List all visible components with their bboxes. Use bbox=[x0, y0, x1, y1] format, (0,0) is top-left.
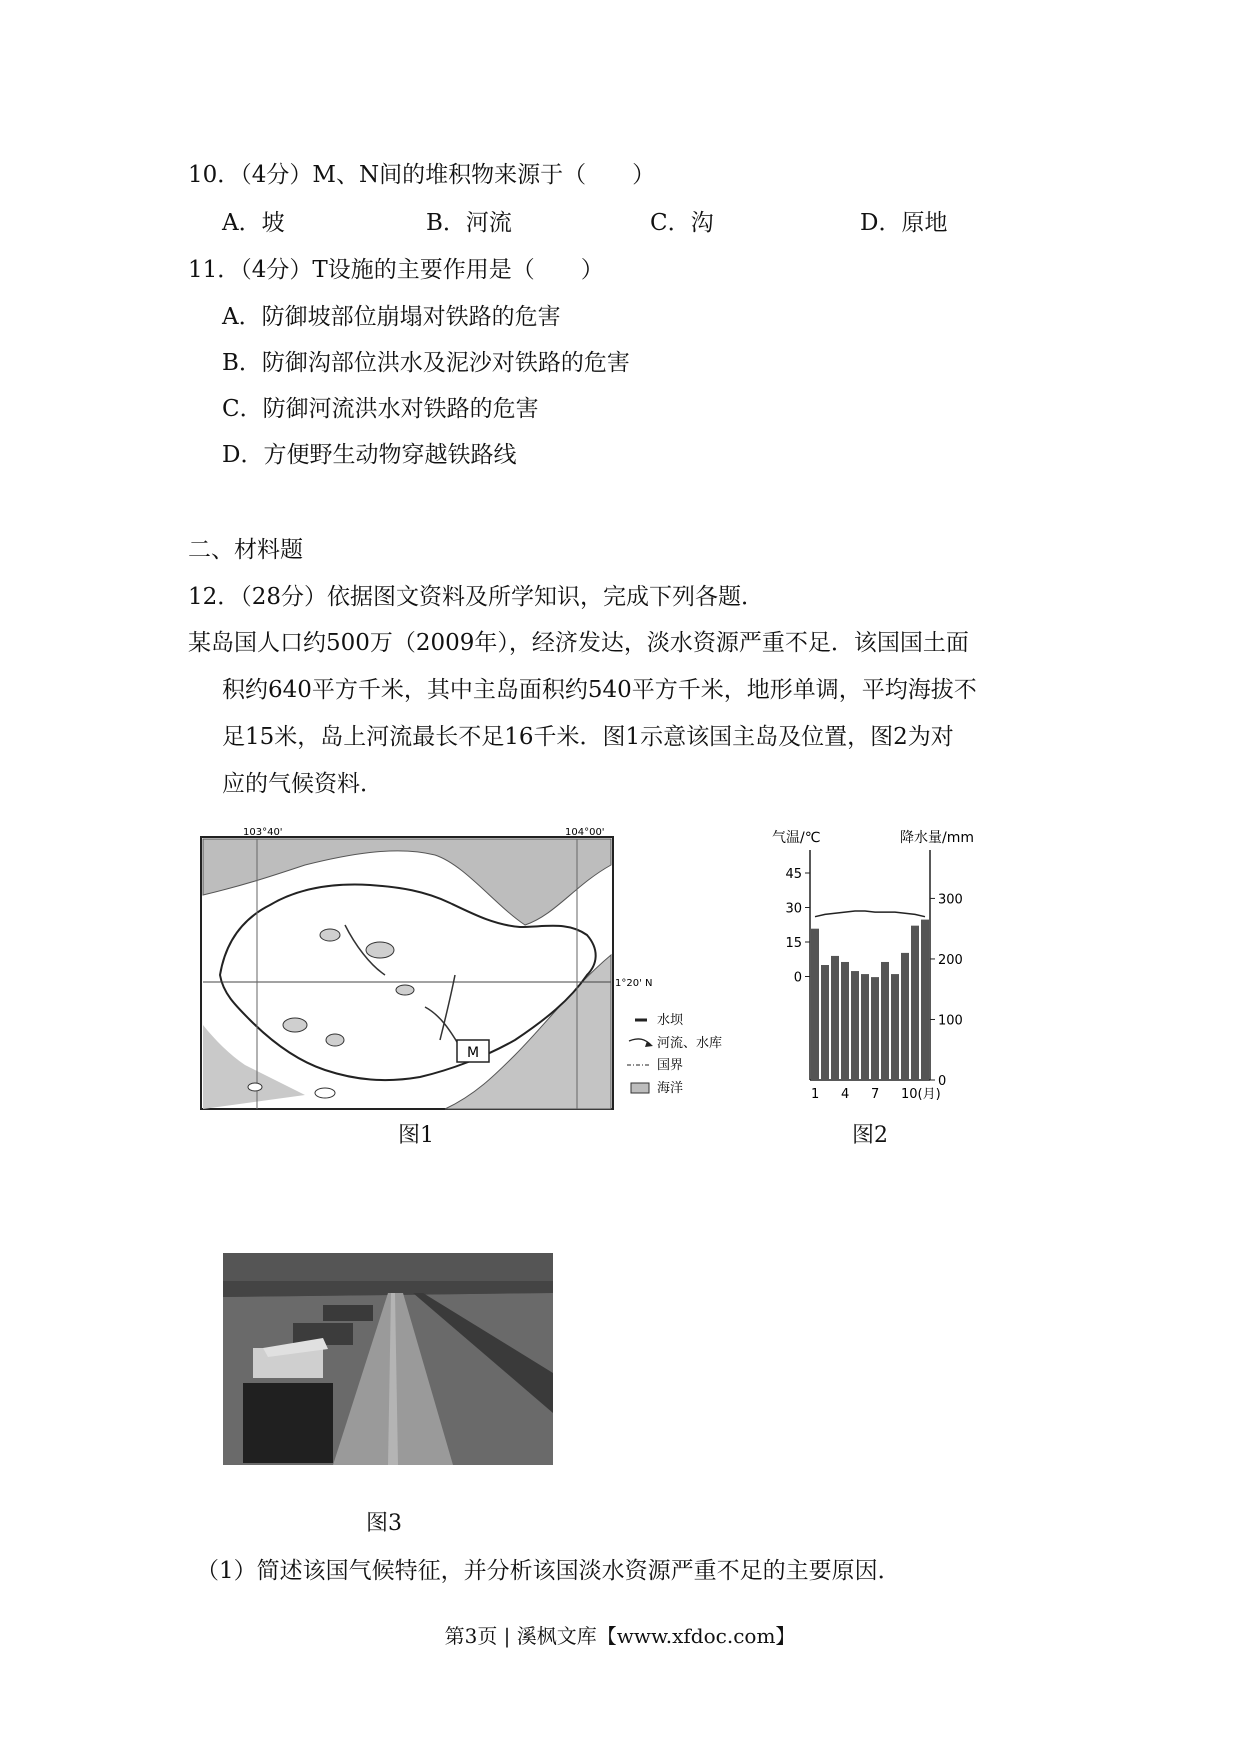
q11-option-a: A．防御坡部位崩塌对铁路的危害 bbox=[222, 304, 561, 330]
latitude-label: 1°20' N bbox=[615, 978, 653, 989]
q10-options bbox=[222, 208, 982, 240]
q10-option-d: D．原地 bbox=[860, 210, 948, 236]
q12-sub-question-1: （1）简述该国气候特征，并分析该国淡水资源严重不足的主要原因． bbox=[196, 1558, 901, 1584]
q10-option-a: A．坡 bbox=[222, 210, 285, 236]
precip-bar bbox=[821, 965, 829, 1080]
precip-bar bbox=[911, 926, 919, 1080]
temp-tick-label: 30 bbox=[785, 901, 802, 917]
precip-bar bbox=[851, 971, 859, 1080]
legend-border: 国界 bbox=[657, 1058, 684, 1073]
figure-3-photo-dam bbox=[223, 1253, 553, 1465]
q10-stem: 10．（4分）M、N间的堆积物来源于（ ） bbox=[188, 162, 656, 188]
section-heading: 二、材料题 bbox=[188, 537, 303, 563]
precip-bar bbox=[811, 929, 819, 1080]
temp-tick-label: 0 bbox=[793, 970, 802, 986]
q10-option-b: B．河流 bbox=[426, 210, 512, 236]
map-marker-m: M bbox=[466, 1045, 480, 1061]
month-tick-label: 10(月) bbox=[901, 1087, 941, 1102]
precip-bar bbox=[901, 953, 909, 1080]
precip-bar bbox=[881, 962, 889, 1080]
q12-material-line-3: 足15米，岛上河流最长不足16千米．图1示意该国主岛及位置，图2为对 bbox=[222, 724, 954, 750]
q11-option-b: B．防御沟部位洪水及泥沙对铁路的危害 bbox=[222, 350, 630, 376]
q12-material-line-2: 积约640平方千米，其中主岛面积约540平方千米，地形单调，平均海拔不 bbox=[222, 677, 977, 703]
longitude-label-left: 103°40' bbox=[243, 827, 283, 838]
precip-bar bbox=[891, 974, 899, 1080]
q11-option-d: D．方便野生动物穿越铁路线 bbox=[222, 442, 517, 468]
precip-bar bbox=[841, 962, 849, 1080]
q12-material-line-4: 应的气候资料． bbox=[222, 771, 383, 797]
longitude-label-right: 104°00' bbox=[565, 827, 605, 838]
month-tick-label: 7 bbox=[871, 1087, 880, 1102]
q12-stem: 12．（28分）依据图文资料及所学知识，完成下列各题． bbox=[188, 584, 765, 610]
precip-bar bbox=[921, 920, 929, 1080]
precip-tick-label: 0 bbox=[938, 1074, 947, 1089]
precip-tick-label: 100 bbox=[938, 1013, 963, 1029]
figure-3-caption: 图3 bbox=[366, 1511, 402, 1536]
figure-2-climate-chart bbox=[770, 828, 1005, 1118]
left-axis-title: 气温/℃ bbox=[772, 830, 821, 846]
precip-bar bbox=[871, 977, 879, 1080]
figure-1-map bbox=[195, 825, 760, 1125]
legend-dam: 水坝 bbox=[657, 1013, 684, 1028]
page-footer: 第3页 | 溪枫文库【www.xfdoc.com】 bbox=[444, 1624, 796, 1648]
figure-1-caption: 图1 bbox=[398, 1123, 434, 1148]
precip-tick-label: 200 bbox=[938, 952, 963, 968]
precip-bar bbox=[831, 956, 839, 1080]
temperature-line bbox=[815, 911, 925, 917]
q12-material-line-1: 某岛国人口约500万（2009年），经济发达，淡水资源严重不足．该国国土面 bbox=[188, 630, 969, 656]
right-axis-title: 降水量/mm bbox=[900, 830, 974, 846]
figure-2-caption: 图2 bbox=[852, 1123, 888, 1148]
month-tick-label: 4 bbox=[841, 1087, 850, 1102]
q10-option-c: C．沟 bbox=[650, 210, 714, 236]
q11-stem: 11．（4分）T设施的主要作用是（ ） bbox=[188, 257, 604, 283]
temp-tick-label: 15 bbox=[785, 936, 802, 951]
precip-bar bbox=[861, 974, 869, 1080]
q11-option-c: C．防御河流洪水对铁路的危害 bbox=[222, 396, 539, 422]
month-tick-label: 1 bbox=[811, 1087, 820, 1102]
temp-tick-label: 45 bbox=[785, 867, 802, 882]
legend-river-reservoir: 河流、水库 bbox=[657, 1036, 723, 1051]
legend-ocean: 海洋 bbox=[657, 1081, 684, 1096]
precip-tick-label: 300 bbox=[938, 892, 963, 908]
